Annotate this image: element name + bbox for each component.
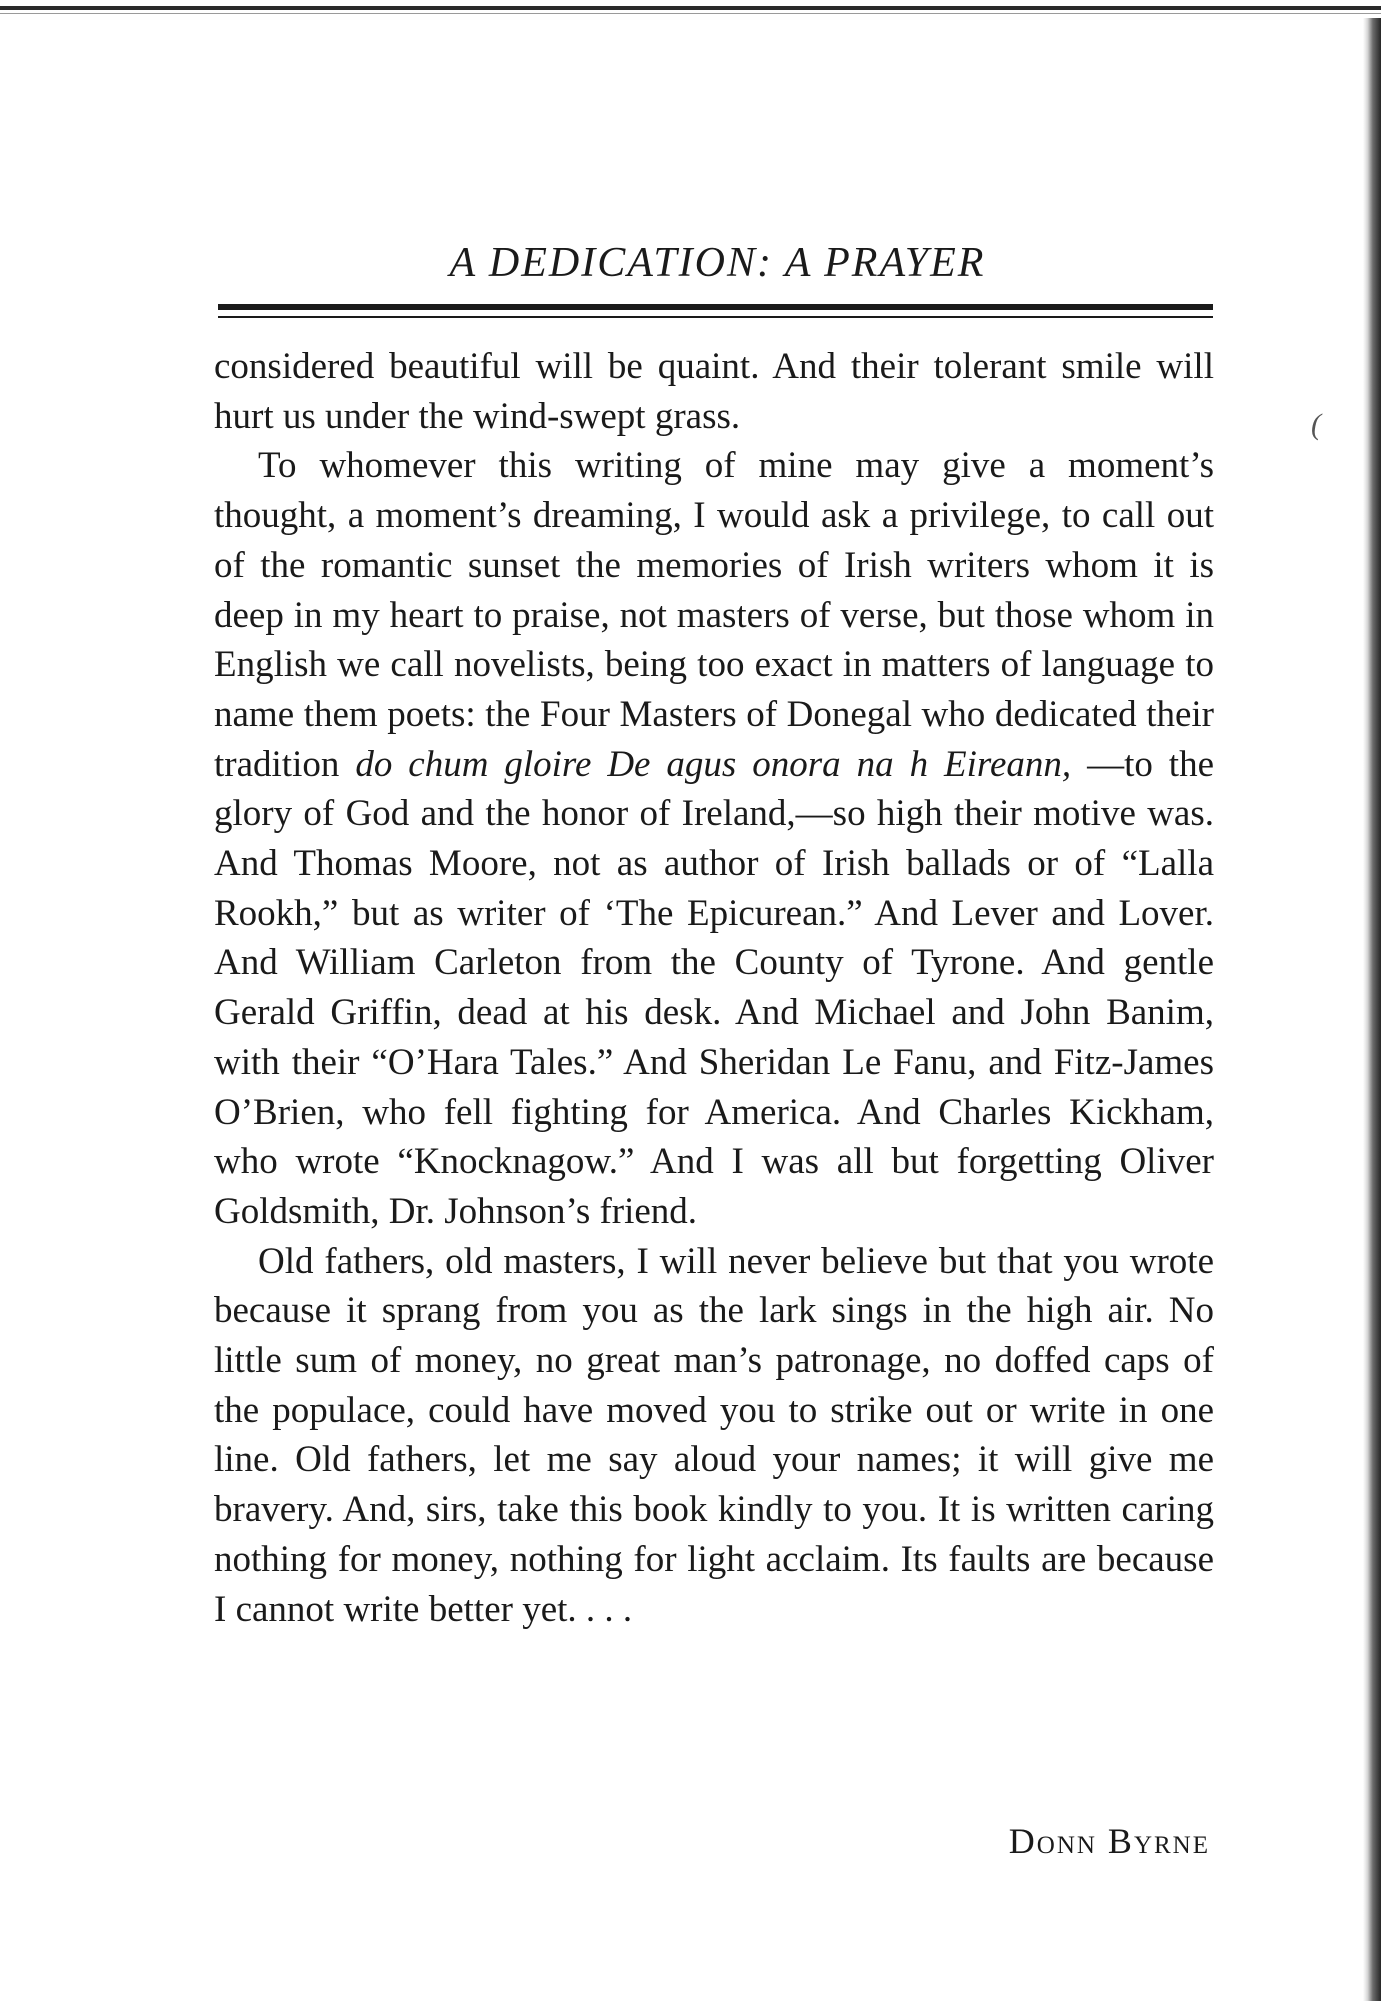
margin-mark: ( — [1311, 408, 1321, 441]
paragraph-2-italic-motto: do chum gloire De agus onora na h Eireann, — [355, 743, 1072, 785]
paragraph-1: considered beautiful will be quaint. And their tolerant smile will hurt us under the wind-swept grass. — [214, 346, 1214, 437]
header-rule-thin — [218, 316, 1213, 318]
top-border-rule — [0, 6, 1381, 10]
paragraph-2-text-b: —to the glory of God and the honor of Ireland,—so high their motive was. And Thomas Moore, not as author of Irish ballads or of “Lalla Rookh,” but as writer of ‘The Epicurean.” And Lever and Lover. And William Carleton from the County of Tyrone. And gentle Gerald Griffin, dead at his desk. And Michael and John Banim, with their “O’Hara Tales.” And Sheridan Le Fanu, and Fitz-James O’Brien, who fell fighting for America. And Charles Kickham, who wrote “Knocknagow.” And I was all but forgetting Oliver Goldsmith, Dr. Johnson’s friend. — [214, 743, 1215, 1232]
paragraph-2 — [214, 441, 1214, 1236]
header-rule-thick — [218, 304, 1213, 310]
page-edge-shadow — [1363, 18, 1381, 2001]
paragraph-3: Old fathers, old masters, I will never believe but that you wrote because it sprang from you as the lark sings in the high air. No little sum of money, no great man’s patronage, no doffed caps of the populace, could have moved you to strike out or write in one line. Old fathers, let me say aloud your names; it will give me bravery. And, sirs, take this book kindly to you. It is written caring nothing for money, nothing for light acclaim. Its faults are because I cannot write better yet. . . . — [214, 1240, 1214, 1630]
running-header: A DEDICATION: A PRAYER — [449, 240, 986, 286]
paragraph-2-text-a: To whomever this writing of mine may give a moment’s thought, a moment’s dreaming, I would ask a privilege, to call out of the romantic sunset the memories of Irish writers whom it is deep in my heart to praise, not masters of verse, but those whom in English we call novelists, being too exact in matters of language to name them poets: the Four Masters of Donegal who dedicated their tradition — [214, 445, 1214, 785]
author-signature: Donn Byrne — [1008, 1821, 1210, 1861]
body-text — [214, 342, 1214, 1634]
top-border-thin-rule — [0, 13, 1381, 14]
